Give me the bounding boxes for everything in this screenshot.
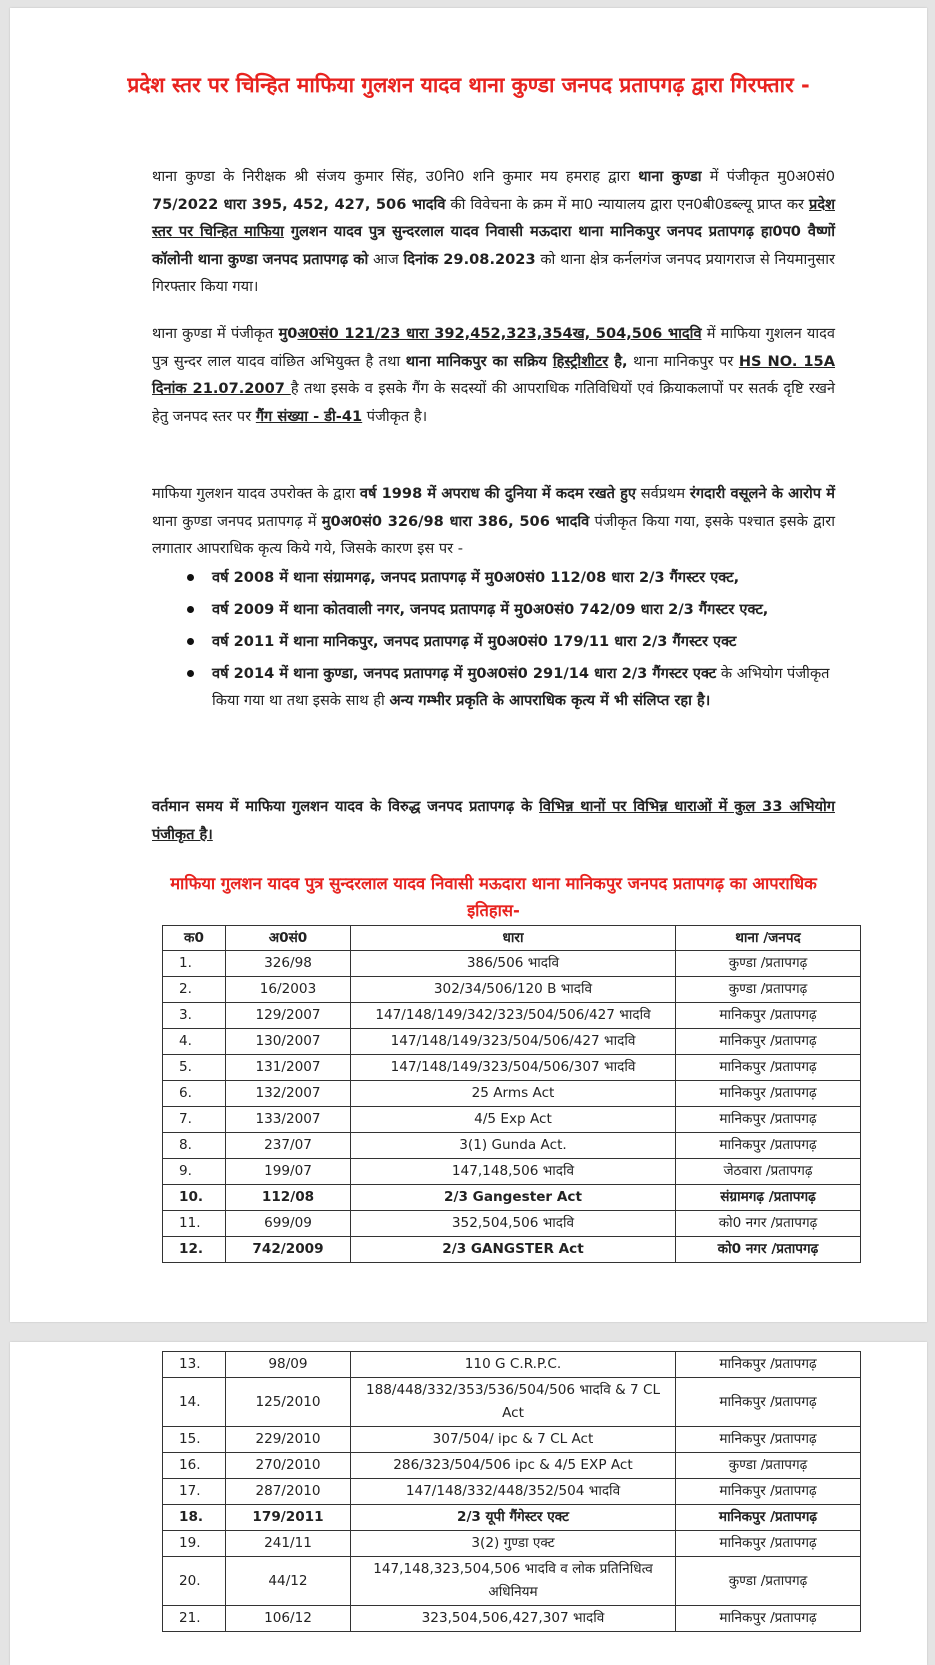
section-cell: 286/323/504/506 ipc & 4/5 EXP Act — [351, 1453, 676, 1479]
bold-text: थाना मानिकपुर का सक्रिय — [405, 352, 553, 370]
column-header: अ0सं0 — [226, 926, 351, 951]
bullet-icon — [187, 670, 194, 677]
serial-number-cell: 15. — [163, 1427, 226, 1453]
table-row — [163, 1055, 861, 1081]
list-item-text: वर्ष 2011 में थाना मानिकपुर, जनपद प्रतापगढ़ में मु0अ0सं0 179/11 धारा 2/3 गैंगस्टर एक्ट — [212, 633, 737, 650]
serial-number-cell: 10. — [163, 1185, 226, 1211]
table-row — [163, 977, 861, 1003]
bold-text: मु0अ0सं0 326/98 धारा 386, 506 भादवि — [321, 512, 590, 530]
section-cell: 110 G C.R.P.C. — [351, 1352, 676, 1378]
serial-number-cell: 21. — [163, 1606, 226, 1632]
column-header: धारा — [351, 926, 676, 951]
police-station-cell: मानिकपुर /प्रतापगढ़ — [676, 1352, 861, 1378]
text-span: आज — [368, 250, 404, 268]
police-station-cell: को0 नगर /प्रतापगढ़ — [676, 1237, 861, 1263]
list-item-text: वर्ष 2008 में थाना संग्रामगढ़, जनपद प्रतापगढ़ में मु0अ0सं0 112/08 धारा 2/3 गैंगस्टर एक्ट, — [212, 569, 740, 586]
section-cell: 147,148,506 भादवि — [351, 1159, 676, 1185]
case-number-cell: 237/07 — [226, 1133, 351, 1159]
text-span: थाना कुण्डा में पंजीकृत — [152, 325, 279, 342]
serial-number-cell: 8. — [163, 1133, 226, 1159]
police-station-cell: मानिकपुर /प्रतापगढ़ — [676, 1107, 861, 1133]
text-span: पंजीकृत किया गया, इसके पश्चात इसके द्वारा लगातार आपराधिक कृत्य किये गये, जिसके कारण इस पर - — [152, 512, 836, 557]
bold-text: वर्ष 1998 में अपराध की दुनिया में कदम रखते हुए — [359, 485, 637, 502]
text-span: के अभियोग पंजीकृत किया गया था तथा इसके साथ ही — [212, 665, 830, 709]
table-header-row — [163, 926, 861, 951]
police-station-cell: संग्रामगढ़ /प्रतापगढ़ — [676, 1185, 861, 1211]
police-station-cell: मानिकपुर /प्रतापगढ़ — [676, 1427, 861, 1453]
text-span: वर्तमान समय में माफिया गुलशन यादव के विरुद्ध जनपद प्रतापगढ़ के — [152, 798, 540, 815]
table-row — [163, 1237, 861, 1263]
table-title: माफिया गुलशन यादव पुत्र सुन्दरलाल यादव निवासी मऊदारा थाना मानिकपुर जनपद प्रतापगढ़ का आपराधिक इतिहास- — [170, 874, 817, 920]
text-span: माफिया गुलशन यादव उपरोक्त के द्वारा — [152, 485, 360, 502]
bold-text: है, — [608, 352, 628, 370]
table-row — [163, 1211, 861, 1237]
bold-underlined-text: HS NO. 15A दिनांक 21.07.2007 — [152, 352, 836, 397]
table-row — [163, 1159, 861, 1185]
arrest-paragraph — [152, 163, 835, 301]
bold-text: गुलशन यादव पुत्र सुन्दरलाल यादव निवासी मऊदारा थाना मानिकपुर जनपद प्रतापगढ़ हा0प0 वैष्णों कॉलोनी थाना कुण्डा जनपद प्रतापगढ़ को — [152, 223, 835, 268]
list-item — [152, 596, 835, 623]
case-number-cell: 199/07 — [226, 1159, 351, 1185]
case-number-cell: 131/2007 — [226, 1055, 351, 1081]
text-span: को थाना क्षेत्र कर्नलगंज जनपद प्रयागराज से नियमानुसार गिरफ्तार किया गया। — [152, 250, 835, 295]
case-number-cell: 132/2007 — [226, 1081, 351, 1107]
bold-text: वर्ष 2014 में थाना कुण्डा, जनपद प्रतापगढ़ में मु0अ0सं0 291/14 धारा 2/3 गैंगस्टर एक्ट — [212, 665, 717, 682]
serial-number-cell: 12. — [163, 1237, 226, 1263]
column-header: थाना /जनपद — [676, 926, 861, 951]
list-item — [152, 660, 835, 714]
criminal-history-table-continued — [162, 1351, 861, 1632]
case-number-cell: 742/2009 — [226, 1237, 351, 1263]
serial-number-cell: 17. — [163, 1479, 226, 1505]
section-cell: 2/3 GANGSTER Act — [351, 1237, 676, 1263]
serial-number-cell: 18. — [163, 1505, 226, 1531]
case-number-cell: 125/2010 — [226, 1378, 351, 1427]
serial-number-cell: 4. — [163, 1029, 226, 1055]
case-number-cell: 179/2011 — [226, 1505, 351, 1531]
list-item — [152, 564, 835, 591]
serial-number-cell: 3. — [163, 1003, 226, 1029]
table-row — [163, 1003, 861, 1029]
text-span: में पंजीकृत मु0अ0सं0 — [701, 168, 835, 185]
section-cell: 25 Arms Act — [351, 1081, 676, 1107]
text-span: पंजीकृत है। — [362, 407, 428, 425]
table-row — [163, 1427, 861, 1453]
serial-number-cell: 16. — [163, 1453, 226, 1479]
serial-number-cell: 7. — [163, 1107, 226, 1133]
gangster-act-list — [152, 564, 835, 719]
case-number-cell: 112/08 — [226, 1185, 351, 1211]
case-number-cell: 699/09 — [226, 1211, 351, 1237]
bold-text: 75/2022 धारा 395, 452, 427, 506 भादवि — [152, 195, 446, 213]
table-row — [163, 1557, 861, 1606]
section-cell: 147,148,323,504,506 भादवि व लोक प्रतिनिधित्व अधिनियम — [351, 1557, 676, 1606]
serial-number-cell: 5. — [163, 1055, 226, 1081]
bold-text: रंगदारी वसूलने के आरोप में — [689, 485, 835, 502]
case-number-cell: 129/2007 — [226, 1003, 351, 1029]
table-row — [163, 1606, 861, 1632]
section-cell: 147/148/149/342/323/504/506/427 भादवि — [351, 1003, 676, 1029]
police-station-cell: मानिकपुर /प्रतापगढ़ — [676, 1003, 861, 1029]
table-row — [163, 1505, 861, 1531]
table-row — [163, 1107, 861, 1133]
section-cell: 4/5 Exp Act — [351, 1107, 676, 1133]
column-header: क0 — [163, 926, 226, 951]
serial-number-cell: 13. — [163, 1352, 226, 1378]
serial-number-cell: 1. — [163, 951, 226, 977]
text-span: थाना कुण्डा जनपद प्रतापगढ़ में — [152, 512, 322, 530]
bullet-icon — [187, 606, 194, 613]
total-cases-paragraph — [152, 793, 835, 848]
police-station-cell: कुण्डा /प्रतापगढ़ — [676, 951, 861, 977]
table-row — [163, 1378, 861, 1427]
table-row — [163, 1081, 861, 1107]
section-cell: 2/3 Gangester Act — [351, 1185, 676, 1211]
serial-number-cell: 6. — [163, 1081, 226, 1107]
bold-underlined-text: गैंग संख्या - डी-41 — [255, 407, 363, 425]
section-cell: 323,504,506,427,307 भादवि — [351, 1606, 676, 1632]
table-row — [163, 1133, 861, 1159]
bold-text: अन्य गम्भीर प्रकृति के आपराधिक कृत्य में भी संलिप्त रहा है। — [389, 692, 711, 709]
document-page-2 — [10, 1342, 927, 1665]
case-number-cell: 133/2007 — [226, 1107, 351, 1133]
case-number-cell: 44/12 — [226, 1557, 351, 1606]
history-sheet-paragraph — [152, 320, 835, 430]
police-station-cell: मानिकपुर /प्रतापगढ़ — [676, 1505, 861, 1531]
police-station-cell: मानिकपुर /प्रतापगढ़ — [676, 1606, 861, 1632]
section-cell: 352,504,506 भादवि — [351, 1211, 676, 1237]
police-station-cell: को0 नगर /प्रतापगढ़ — [676, 1211, 861, 1237]
police-station-cell: मानिकपुर /प्रतापगढ़ — [676, 1133, 861, 1159]
text-span: की विवेचना के क्रम में मा0 न्यायालय द्वारा एन0बी0डब्ल्यू प्राप्त कर — [445, 195, 810, 213]
table-row — [163, 1453, 861, 1479]
section-cell: 2/3 यूपी गैंगेस्टर एक्ट — [351, 1505, 676, 1531]
list-item — [152, 628, 835, 655]
section-cell: 147/148/149/323/504/506/427 भादवि — [351, 1029, 676, 1055]
section-cell: 147/148/332/448/352/504 भादवि — [351, 1479, 676, 1505]
bold-text: मु0 — [278, 325, 298, 342]
police-station-cell: मानिकपुर /प्रतापगढ़ — [676, 1029, 861, 1055]
case-number-cell: 326/98 — [226, 951, 351, 977]
case-number-cell: 130/2007 — [226, 1029, 351, 1055]
bullet-icon — [187, 574, 194, 581]
section-cell: 147/148/149/323/504/506/307 भादवि — [351, 1055, 676, 1081]
police-station-cell: कुण्डा /प्रतापगढ़ — [676, 977, 861, 1003]
case-number-cell: 270/2010 — [226, 1453, 351, 1479]
section-cell: 3(2) गुण्डा एक्ट — [351, 1531, 676, 1557]
case-number-cell: 287/2010 — [226, 1479, 351, 1505]
serial-number-cell: 11. — [163, 1211, 226, 1237]
serial-number-cell: 14. — [163, 1378, 226, 1427]
bold-underlined-text: अ0सं0 121/23 धारा 392,452,323,354ख, 504,506 भादवि — [297, 325, 702, 342]
serial-number-cell: 2. — [163, 977, 226, 1003]
section-cell: 302/34/506/120 B भादवि — [351, 977, 676, 1003]
serial-number-cell: 9. — [163, 1159, 226, 1185]
section-cell: 3(1) Gunda Act. — [351, 1133, 676, 1159]
text-span: सर्वप्रथम — [636, 485, 690, 502]
police-station-cell: जेठवारा /प्रतापगढ़ — [676, 1159, 861, 1185]
document-page-1 — [10, 8, 927, 1322]
police-station-cell: कुण्डा /प्रतापगढ़ — [676, 1453, 861, 1479]
table-row — [163, 1479, 861, 1505]
table-row — [163, 1531, 861, 1557]
case-number-cell: 229/2010 — [226, 1427, 351, 1453]
section-cell: 188/448/332/353/536/504/506 भादवि & 7 CL Act — [351, 1378, 676, 1427]
criminal-background-paragraph — [152, 480, 835, 563]
serial-number-cell: 19. — [163, 1531, 226, 1557]
section-cell: 386/506 भादवि — [351, 951, 676, 977]
table-row — [163, 1352, 861, 1378]
case-number-cell: 106/12 — [226, 1606, 351, 1632]
police-station-cell: मानिकपुर /प्रतापगढ़ — [676, 1055, 861, 1081]
police-station-cell: मानिकपुर /प्रतापगढ़ — [676, 1479, 861, 1505]
text-span: थाना कुण्डा के निरीक्षक श्री संजय कुमार सिंह, उ0नि0 शनि कुमार मय हमराह द्वारा — [152, 168, 639, 185]
table-row — [163, 951, 861, 977]
police-station-cell: मानिकपुर /प्रतापगढ़ — [676, 1081, 861, 1107]
table-row — [163, 1029, 861, 1055]
bold-text: दिनांक 29.08.2023 — [403, 250, 536, 268]
section-cell: 307/504/ ipc & 7 CL Act — [351, 1427, 676, 1453]
police-station-cell: मानिकपुर /प्रतापगढ़ — [676, 1531, 861, 1557]
page-title: प्रदेश स्तर पर चिन्हित माफिया गुलशन यादव थाना कुण्डा जनपद प्रतापगढ़ द्वारा गिरफ्तार - — [127, 73, 810, 97]
bold-text: थाना कुण्डा — [638, 168, 702, 185]
police-station-cell: कुण्डा /प्रतापगढ़ — [676, 1557, 861, 1606]
bullet-icon — [187, 638, 194, 645]
text-span: थाना मानिकपुर पर — [627, 352, 739, 370]
case-number-cell: 98/09 — [226, 1352, 351, 1378]
serial-number-cell: 20. — [163, 1557, 226, 1606]
list-item-text: वर्ष 2009 में थाना कोतवाली नगर, जनपद प्रतापगढ़ में मु0अ0सं0 742/09 धारा 2/3 गैंगस्टर एक्ट, — [212, 601, 769, 618]
bold-underlined-text: प्रदेश स्तर पर चिन्हित माफिया — [152, 195, 835, 240]
table-row — [163, 1185, 861, 1211]
text-span: में माफिया गुशलन यादव पुत्र सुन्दर लाल यादव वांछित अभियुक्त है तथा — [152, 325, 836, 370]
criminal-history-table — [162, 925, 861, 1263]
case-number-cell: 241/11 — [226, 1531, 351, 1557]
police-station-cell: मानिकपुर /प्रतापगढ़ — [676, 1378, 861, 1427]
text-span: है तथा इसके व इसके गैंग के सदस्यों की आपराधिक गतिविधियों एवं क्रियाकलापों पर सतर्क दृष्टि रखने हेतु जनपद स्तर पर — [152, 380, 835, 425]
bold-underlined-text: हिस्ट्रीशीटर — [552, 352, 609, 370]
underlined-text: विभिन्न थानों पर विभिन्न धाराओं में कुल 33 अभियोग पंजीकृत है। — [152, 798, 835, 843]
case-number-cell: 16/2003 — [226, 977, 351, 1003]
